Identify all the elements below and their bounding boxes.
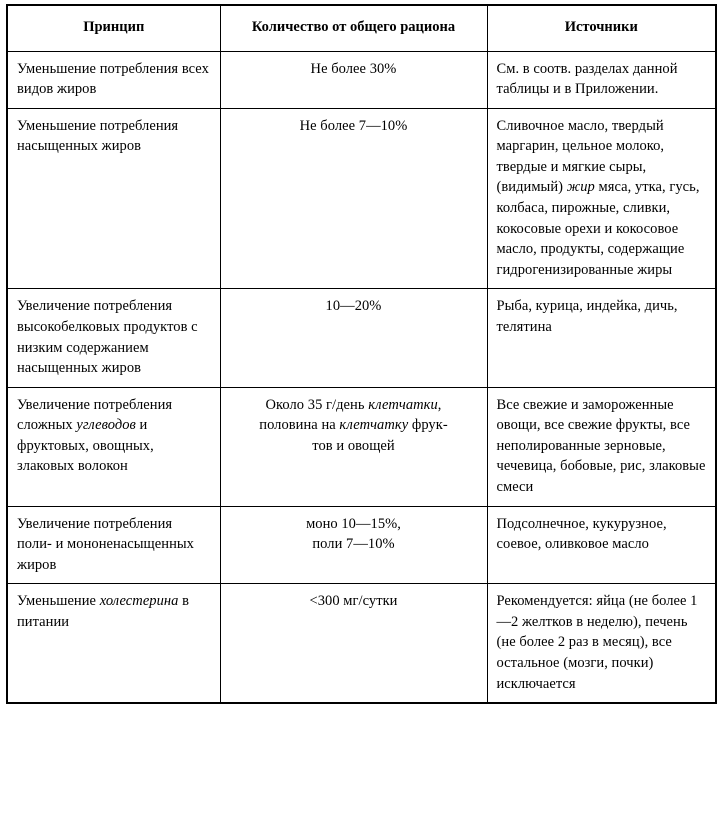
cell-principle (7, 387, 220, 506)
amount-text-emphasis: клетчатку (339, 417, 409, 434)
cell-sources (487, 108, 716, 289)
amount-line: поли 7—10% (312, 536, 395, 553)
table-header (7, 5, 716, 51)
sources-text-part: мяса, утка, гусь, колбаса, пирожные, сливки, кокосовые орехи и кокосовое масло, продукты, содержащие гидрогенизированные жиры (496, 179, 700, 278)
cell-sources: Рыба, курица, индейка, дичь, телятина (487, 289, 716, 387)
cell-principle: Уменьшение потребления всех видов жиров (7, 51, 220, 108)
table-row (7, 506, 716, 584)
table-row (7, 51, 716, 108)
nutrition-principles-table (6, 4, 717, 704)
amount-text-part: половина на (259, 417, 340, 434)
cell-sources: Все свежие и замороженные овощи, все свежие фрукты, все неполированные зерновые, чечевица, бобовые, рис, злаковые смеси (487, 387, 716, 506)
sources-text-emphasis: жир (566, 179, 595, 196)
cell-amount: <300 мг/сутки (220, 584, 487, 703)
cell-sources: Рекомендуется: яйца (не более 1—2 желтков в неделю), печень (не более 2 раз в месяц), все остальное (мозги, почки) исключается (487, 584, 716, 703)
principle-text-part: в питании (17, 593, 190, 630)
principle-text-part: Уменьшение (17, 593, 100, 610)
column-header-sources: Источники (487, 5, 716, 51)
table-row (7, 387, 716, 506)
principle-text-part: Увеличение потребления сложных (17, 396, 173, 434)
amount-line: моно 10—15%, (306, 515, 401, 532)
amount-text-part: Около 35 г/день (265, 396, 369, 413)
cell-principle: Уменьшение потребления насыщенных жиров (7, 108, 220, 289)
cell-principle: Увеличение потребления поли- и мононенасыщенных жиров (7, 506, 220, 584)
sources-text-part: Сливочное масло, твердый маргарин, цельное молоко, твердые и мягкие сыры, (видимый) (496, 117, 665, 196)
principle-text-emphasis: углеводов (76, 417, 136, 434)
table-row (7, 289, 716, 387)
amount-text-part: фрук- (408, 417, 448, 434)
amount-text-emphasis: клетчатки (368, 396, 438, 413)
table-row (7, 108, 716, 289)
cell-principle: Увеличение потребления высокобелковых продуктов с низким содержанием насыщенных жиров (7, 289, 220, 387)
cell-amount: Не более 7—10% (220, 108, 487, 289)
cell-amount (220, 506, 487, 584)
table-row (7, 584, 716, 703)
table-body (7, 51, 716, 703)
principle-text-part: и фруктовых, овощных, злаковых волокон (17, 417, 154, 475)
cell-amount: Не более 30% (220, 51, 487, 108)
principle-text-emphasis: холестерина (99, 593, 179, 610)
cell-sources: Подсолнечное, кукурузное, соевое, оливковое масло (487, 506, 716, 584)
cell-amount (220, 387, 487, 506)
amount-line (230, 415, 478, 436)
amount-text-part: , (437, 396, 442, 413)
amount-line: тов и овощей (312, 437, 395, 454)
cell-sources: См. в соотв. разделах данной таблицы и в Приложении. (487, 51, 716, 108)
cell-amount: 10—20% (220, 289, 487, 387)
column-header-amount: Количество от общего рациона (220, 5, 487, 51)
amount-line (230, 395, 478, 416)
cell-principle (7, 584, 220, 703)
table-header-row (7, 5, 716, 51)
column-header-principle: Принцип (7, 5, 220, 51)
